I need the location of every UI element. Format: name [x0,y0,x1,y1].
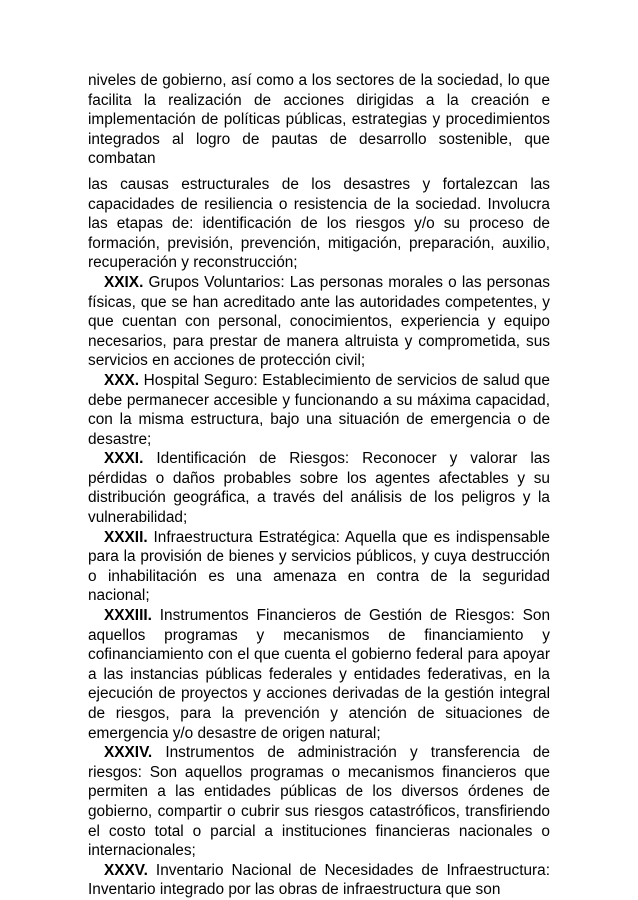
paragraph-xxxii [88,528,550,606]
paragraph-text: las causas estructurales de los desastres y fortalezcan las capacidades de resiliencia o resistencia de la sociedad. Involucra las etapas de: identificación de los riesgos y/o su proceso de formación, previsión, prevención, mitigación, preparación, auxilio, recuperación y reconstrucción; [88,175,550,272]
paragraph-xxxiv [88,743,550,861]
paragraph-number: XXXI. [104,450,144,468]
paragraph-text: Instrumentos de administración y transferencia de riesgos: Son aquellos programas o mecanismos financieros que permiten a las entidades públicas de los diversos órdenes de gobierno, compartir o cubrir sus riesgos catastróficos, transfiriendo el costo total o parcial a instituciones financieras nacionales o internacionales; [88,744,550,860]
paragraph-xxxi [88,449,550,527]
paragraph-xxx [88,371,550,449]
paragraph-text: Hospital Seguro: Establecimiento de servicios de salud que debe permanecer accesible y funcionando a su máxima capacidad, con la misma estructura, bajo una situación de emergencia o de desastre; [88,371,550,448]
paragraph-number: XXIX. [104,273,144,291]
paragraph-xxxv [88,861,550,900]
paragraph-continuation-1 [88,71,550,169]
paragraph-text: Grupos Voluntarios: Las personas morales o las personas físicas, que se han acreditado ante las autoridades competentes, y que cuentan con personal, conocimientos, experiencia y equipo necesarios, para prestar de manera altruista y comprometida, sus servicios en acciones de protección civil; [88,273,550,370]
paragraph-text: Identificación de Riesgos: Reconocer y valorar las pérdidas o daños probables sobre los agentes afectables y su distribución geográfica, a través del análisis de los peligros y la vulnerabilidad; [88,450,550,527]
paragraph-xxix [88,273,550,371]
paragraph-number: XXXV. [104,861,148,879]
paragraph-text: Inventario Nacional de Necesidades de Infraestructura: Inventario integrado por las obras de infraestructura que son [88,861,550,899]
paragraph-xxxiii [88,606,550,743]
paragraph-number: XXX. [104,371,140,389]
paragraph-text: niveles de gobierno, así como a los sectores de la sociedad, lo que facilita la realización de acciones dirigidas a la creación e implementación de políticas públicas, estrategias y procedimientos integrados al logro de pautas de desarrollo sostenible, que combatan [88,72,550,168]
paragraph-number: XXXII. [104,528,148,546]
document-page [88,71,550,900]
paragraph-number: XXXIII. [104,607,152,625]
paragraph-continuation-2 [88,175,550,273]
paragraph-text: Infraestructura Estratégica: Aquella que es indispensable para la provisión de bienes y servicios públicos, y cuya destrucción o inhabilitación es una amenaza en contra de la seguridad nacional; [88,528,550,605]
paragraph-text: Instrumentos Financieros de Gestión de Riesgos: Son aquellos programas y mecanismos de financiamiento y cofinanciamiento con el que cuenta el gobierno federal para apoyar a las instancias públicas federales y entidades federativas, en la ejecución de proyectos y acciones derivadas de la gestión integral de riesgos, para la prevención y atención de situaciones de emergencia y/o desastre de origen natural; [88,607,551,742]
paragraph-number: XXXIV. [104,744,153,762]
